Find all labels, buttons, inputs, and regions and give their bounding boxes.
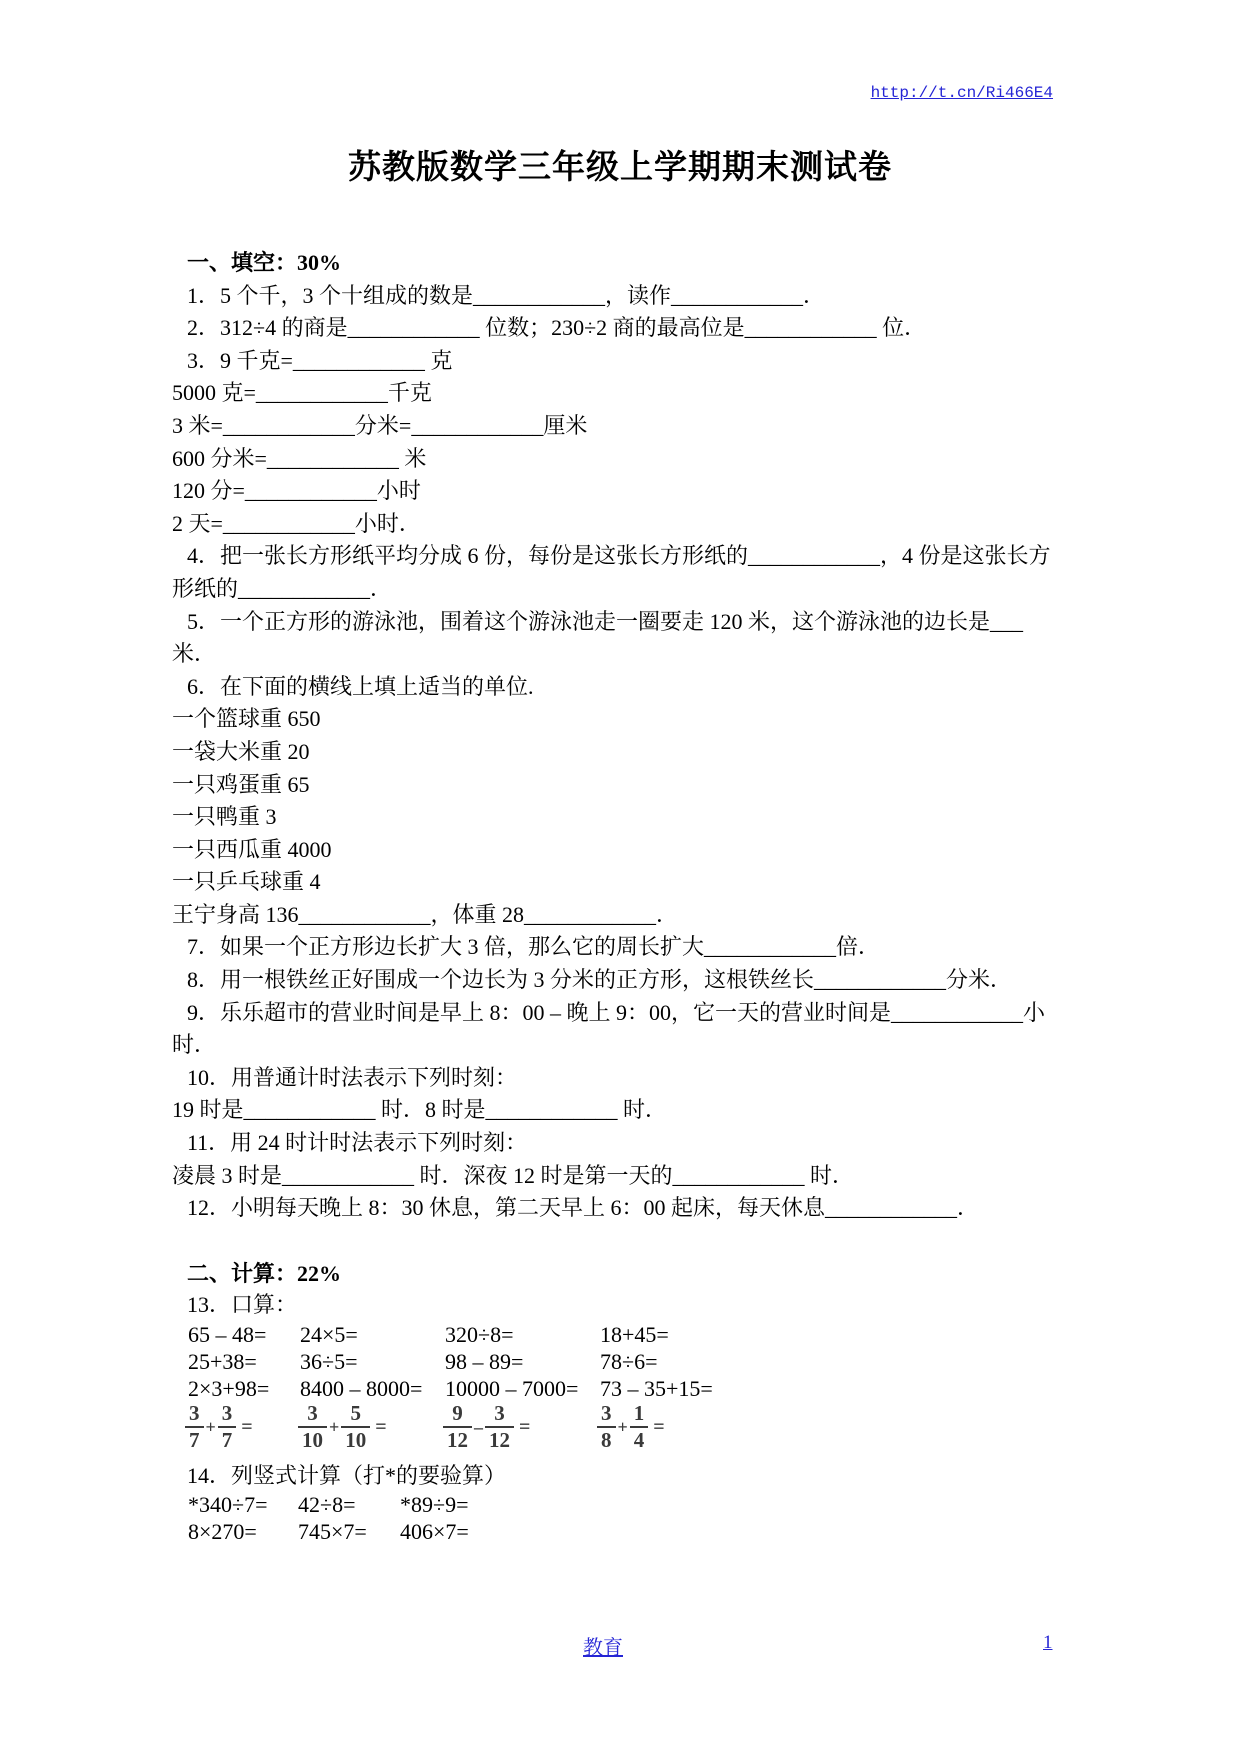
calc-expression: 65 – 48=	[188, 1322, 267, 1347]
fraction-expression	[597, 1401, 665, 1453]
calc-expression: *89÷9=	[400, 1492, 469, 1517]
fraction: $\frac{9}{12}$	[443, 1401, 472, 1453]
fraction-calc-row	[172, 1401, 1112, 1457]
calc-expression: 36÷5=	[300, 1349, 358, 1374]
source-url-link[interactable]: http://t.cn/Ri466E4	[870, 84, 1053, 102]
fill-line-q1: 1．5 个千，3 个十组成的数是____________，读作____________．	[187, 282, 826, 308]
fill-line-q7: 7．如果一个正方形边长扩大 3 倍，那么它的周长扩大____________倍．	[187, 934, 881, 960]
calc-expression: 25+38=	[188, 1349, 257, 1374]
fill-line: 形纸的____________．	[172, 575, 393, 601]
operator: +	[329, 1416, 340, 1437]
fill-line: 120 分=____________小时	[172, 478, 421, 504]
equals-sign: =	[241, 1415, 253, 1438]
fill-line-q8: 8．用一根铁丝正好围成一个边长为 3 分米的正方形，这根铁丝长____________分米．	[187, 967, 1013, 993]
fraction: $\frac{3}{12}$	[485, 1401, 514, 1453]
operator: +	[205, 1416, 216, 1437]
footer-education-link[interactable]: 教育	[583, 1637, 623, 1659]
equals-sign: =	[519, 1415, 531, 1438]
fraction: $\frac{3}{7}$	[185, 1401, 204, 1453]
fraction-expression	[185, 1401, 253, 1453]
calc-expression: 98 – 89=	[445, 1349, 524, 1374]
fill-line: 一袋大米重 20	[172, 738, 310, 764]
fraction: $\frac{3}{7}$	[218, 1401, 237, 1453]
fill-line-q6: 6．在下面的横线上填上适当的单位.	[187, 673, 534, 699]
calc-expression: 320÷8=	[445, 1322, 514, 1347]
vertical-calc-row	[172, 1515, 1112, 1548]
section2-heading: 二、计算：22%	[187, 1261, 342, 1286]
fill-line: 600 分米=____________ 米	[172, 445, 427, 471]
fill-line: 3 米=____________分米=____________厘米	[172, 412, 588, 438]
fill-line: 一只鸭重 3	[172, 804, 277, 830]
calc-expression: 18+45=	[600, 1322, 669, 1347]
equals-sign: =	[653, 1415, 665, 1438]
fill-line-q10: 10．用普通计时法表示下列时刻：	[187, 1064, 518, 1090]
fill-line: 一只鸡蛋重 65	[172, 771, 310, 797]
fraction: $\frac{1}{4}$	[630, 1401, 649, 1453]
fill-line-q2: 2．312÷4 的商是____________ 位数；230÷2 商的最高位是____________ 位．	[187, 315, 927, 341]
section1-heading: 一、填空：30%	[187, 250, 342, 275]
calc-expression: 2×3+98=	[188, 1376, 270, 1401]
fill-line-q5: 5．一个正方形的游泳池，围着这个游泳池走一圈要走 120 米，这个游泳池的边长是___	[187, 608, 1024, 634]
calc-expression: 745×7=	[298, 1519, 367, 1544]
fill-line: 19 时是____________ 时．8 时是____________ 时．	[172, 1097, 668, 1123]
calc-expression: 78÷6=	[600, 1349, 658, 1374]
calc-expression: 73 – 35+15=	[600, 1376, 713, 1401]
fill-line: 凌晨 3 时是____________ 时．深夜 12 时是第一天的____________ 时．	[172, 1162, 855, 1188]
section-fill-in-blanks	[172, 247, 1112, 1225]
calc-expression: 8400 – 8000=	[300, 1376, 423, 1401]
calc-expression: *340÷7=	[188, 1492, 268, 1517]
fraction: $\frac{3}{8}$	[597, 1401, 616, 1453]
operator: +	[617, 1416, 628, 1437]
fill-line: 一个篮球重 650	[172, 706, 321, 732]
calc-expression: 8×270=	[188, 1519, 257, 1544]
fill-line: 一只西瓜重 4000	[172, 836, 332, 862]
fill-line-q11: 11．用 24 时计时法表示下列时刻：	[187, 1130, 528, 1156]
calc-expression: 42÷8=	[298, 1492, 356, 1517]
fill-line-q4: 4．把一张长方形纸平均分成 6 份，每份是这张长方形纸的____________，4 份是这张长方	[187, 543, 1051, 569]
fill-line: 2 天=____________小时．	[172, 510, 421, 536]
fill-line-q9: 9．乐乐超市的营业时间是早上 8：00 – 晚上 9：00，它一天的营业时间是____________小	[187, 999, 1046, 1025]
fraction-expression	[443, 1401, 530, 1453]
calc-expression: 10000 – 7000=	[445, 1376, 579, 1401]
fill-line-q12: 12．小明每天晚上 8：30 休息，第二天早上 6：00 起床，每天休息____________．	[187, 1195, 980, 1221]
fraction: $\frac{5}{10}$	[341, 1401, 370, 1453]
fill-line: 米．	[172, 641, 217, 667]
page-title: 苏教版数学三年级上学期期末测试卷	[348, 150, 892, 186]
calc-expression: 406×7=	[400, 1519, 469, 1544]
fill-line: 5000 克=____________千克	[172, 380, 432, 406]
q13-label: 13．口算：	[187, 1292, 298, 1317]
fill-line-q3: 3．9 千克=____________ 克	[187, 347, 453, 373]
calc-expression: 24×5=	[300, 1322, 358, 1347]
footer-page-number-link[interactable]: 1	[1043, 1632, 1053, 1653]
fill-line: 一只乒乓球重 4	[172, 869, 321, 895]
fill-line: 时．	[172, 1032, 217, 1058]
fill-line: 王宁身高 136____________，体重 28____________．	[172, 901, 679, 927]
operator: –	[474, 1416, 483, 1437]
equals-sign: =	[375, 1415, 387, 1438]
fraction-expression	[298, 1401, 387, 1453]
q14-label: 14．列竖式计算（打*的要验算）	[187, 1463, 507, 1488]
fraction: $\frac{3}{10}$	[298, 1401, 327, 1453]
